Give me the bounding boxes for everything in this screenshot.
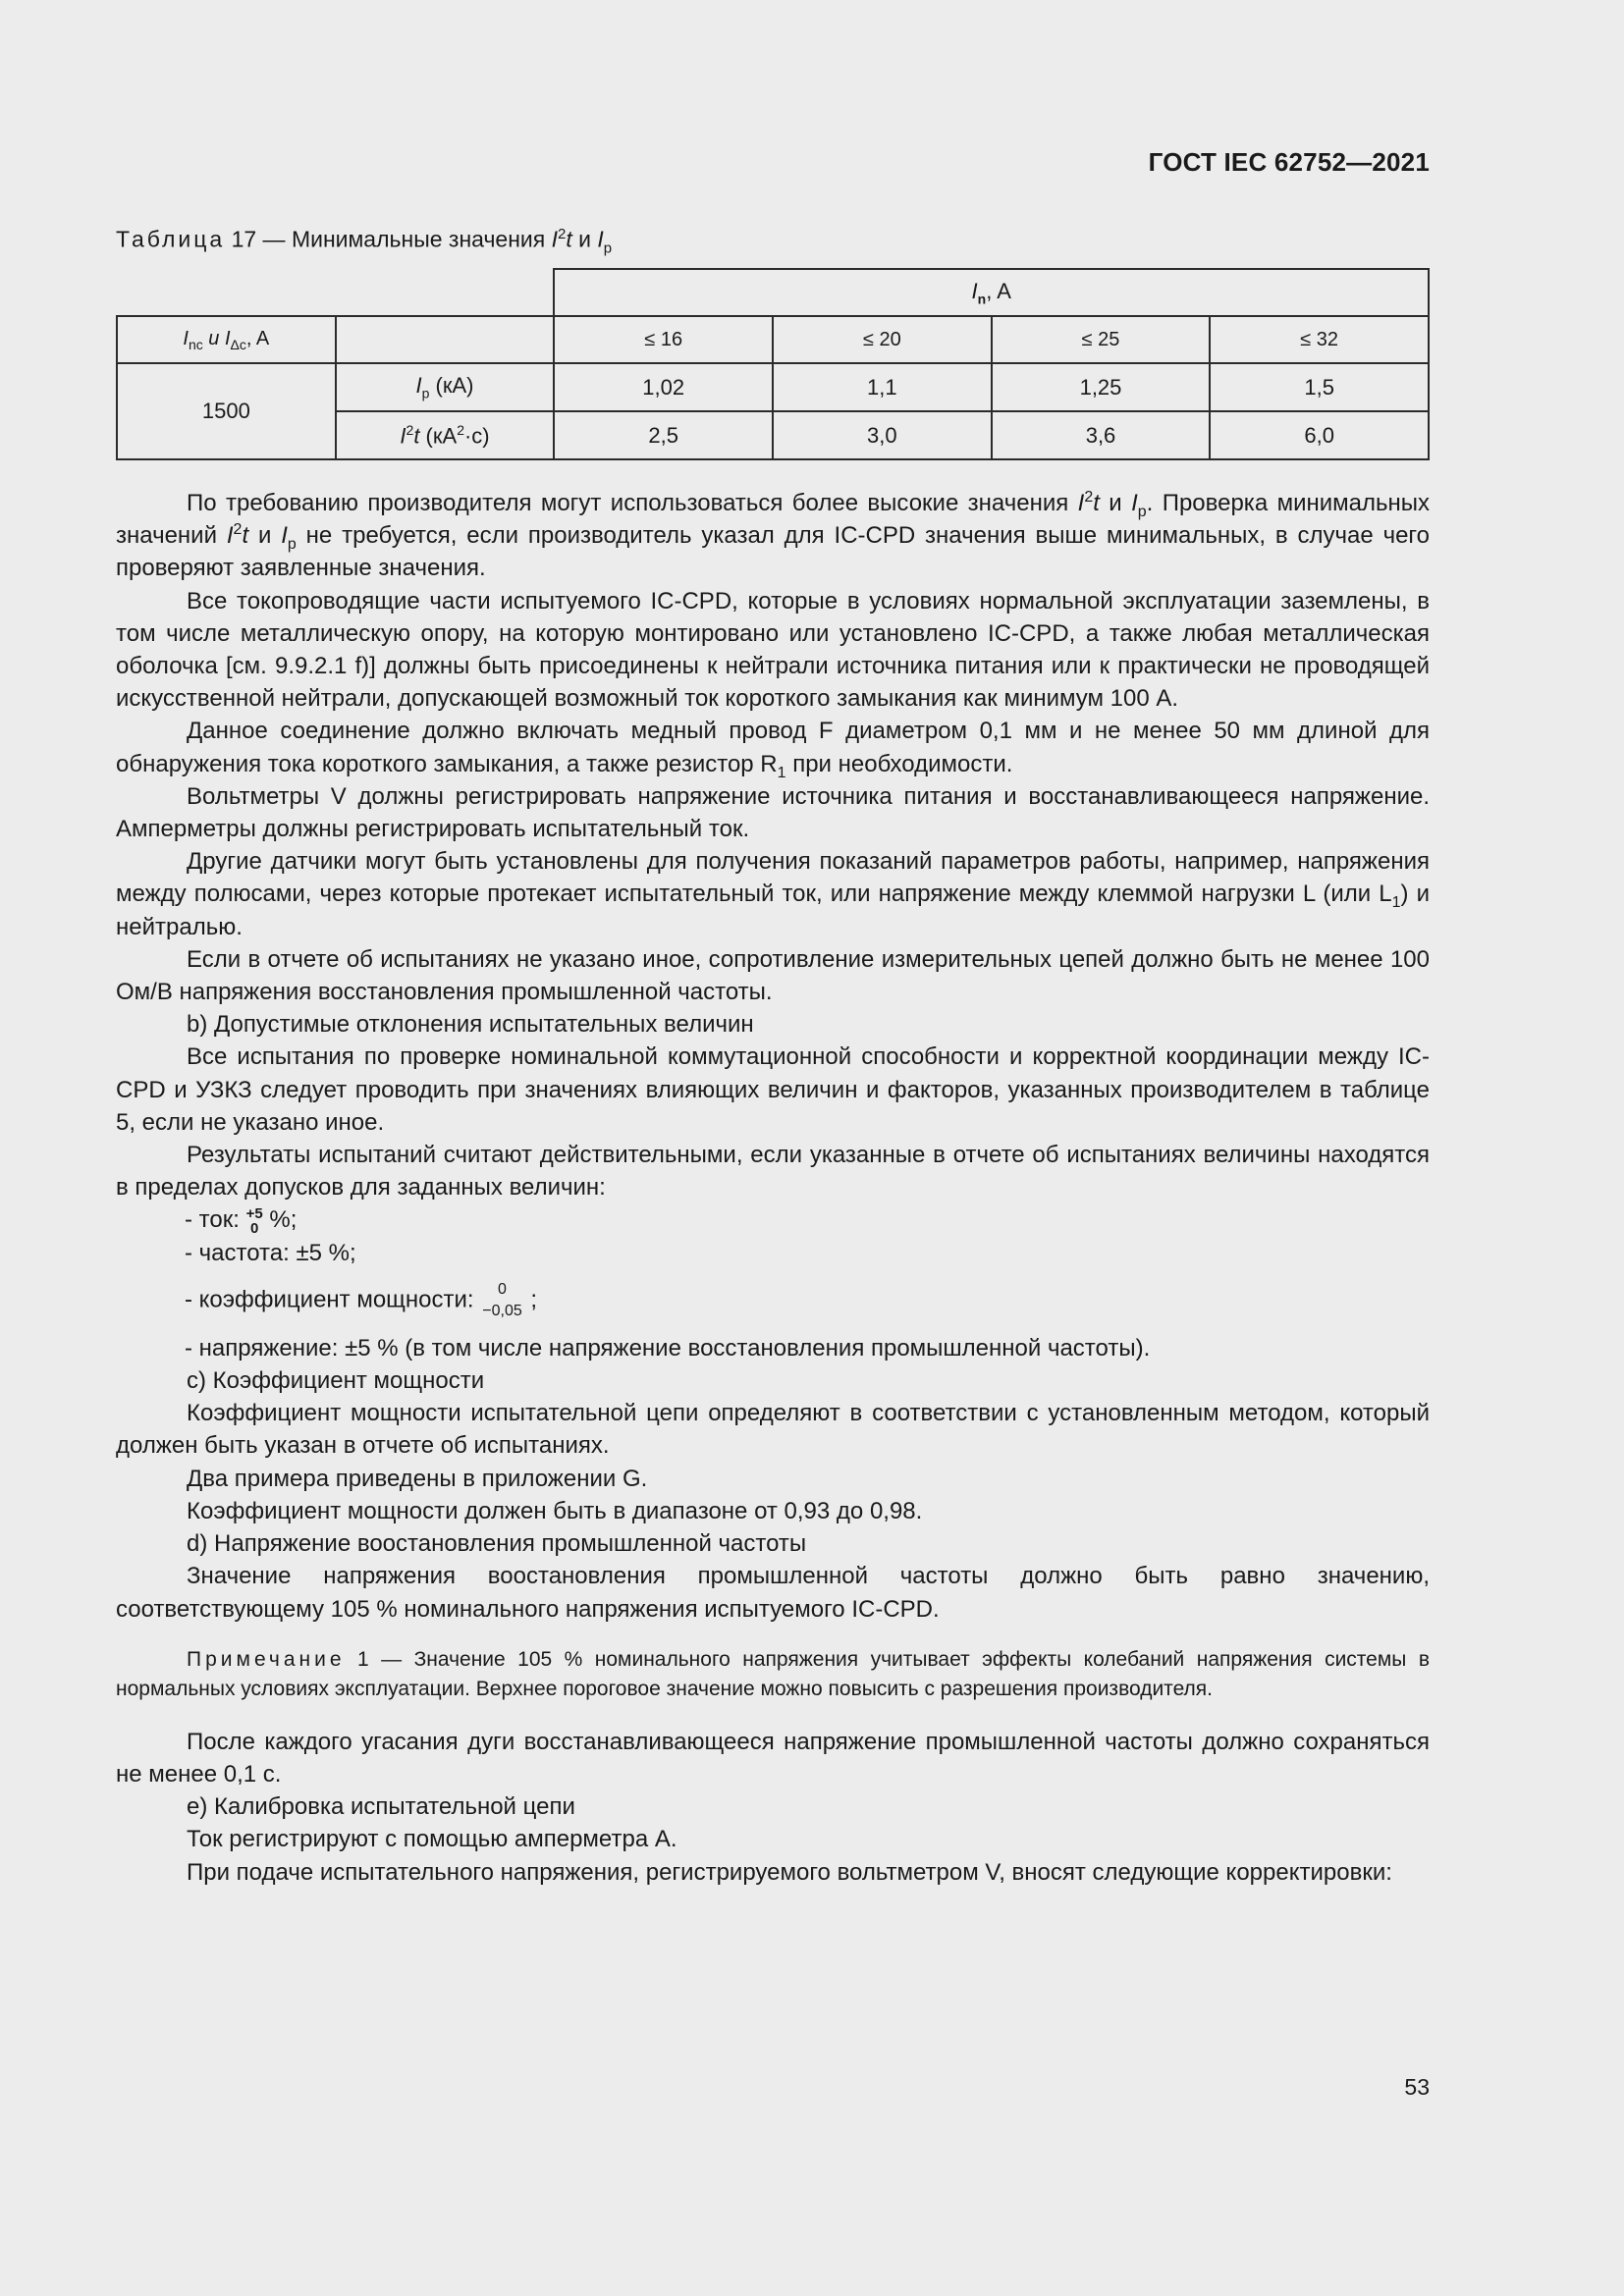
table-cell: 2,5	[554, 411, 773, 459]
text-run: Данное соединение должно включать медный провод F диаметром 0,1 мм и не менее 50 мм длиной для обнаружения тока короткого замыкания, а также резистор R	[116, 718, 1430, 777]
table-caption	[116, 226, 612, 256]
table-cell: 1,02	[554, 363, 773, 411]
caption-i: I	[551, 226, 559, 252]
min-values-table	[116, 268, 1430, 460]
col-header: ≤ 32	[1210, 316, 1429, 363]
note-text: 1 — Значение 105 % номинального напряжения учитывает эффекты колебаний напряжения системы в нормальных условиях эксплуатации. Верхнее пороговое значение можно повысить с разрешения производителя.	[116, 1647, 1430, 1700]
caption-and: и	[571, 226, 598, 252]
paragraph: После каждого угасания дуги восстанавливающееся напряжение промышленной частоты должно сохраняться не менее 0,1 с.	[116, 1728, 1430, 1788]
section-heading: c) Коэффициент мощности	[187, 1367, 485, 1395]
list-item	[116, 1203, 1430, 1236]
text-run: Другие датчики могут быть установлены для получения показаний параметров работы, например, напряжения между полюсами, через которые протекает испытательный ток, или напряжение между клеммой нагрузки L (или L	[116, 848, 1430, 908]
paragraph: Результаты испытаний считают действительными, если указанные в отчете об испытаниях величины находятся в пределах допусков для заданных величин:	[116, 1142, 1430, 1201]
tolerance	[246, 1206, 263, 1236]
row-label-mid: и I	[202, 327, 231, 349]
text-run: - коэффициент мощности:	[185, 1286, 481, 1313]
text-run: I	[281, 522, 288, 550]
text-run: ;	[523, 1286, 538, 1313]
text-run: I	[1077, 490, 1085, 516]
table-cell: 3,0	[773, 411, 992, 459]
ip-label-unit: (кА)	[429, 373, 474, 399]
text-run: По требованию производителя могут использоваться более высокие значения	[187, 490, 1078, 516]
text-run: ) и нейтралью.	[116, 881, 1430, 940]
table-corner	[117, 269, 554, 316]
text-run: p	[1137, 503, 1147, 520]
table-cell: 1,5	[1210, 363, 1429, 411]
list-item	[116, 1279, 1430, 1322]
paragraph: Вольтметры V должны регистрировать напряжение источника питания и восстанавливающееся напряжение. Амперметры должны регистрировать испытательный ток.	[116, 782, 1430, 843]
text-run: I	[226, 522, 234, 550]
ip-label	[336, 363, 555, 411]
paragraph	[116, 845, 1430, 943]
row-label-sub2: Δc	[230, 336, 246, 352]
text-run: 1	[1391, 894, 1401, 912]
text-run: и	[248, 522, 282, 550]
row-label-i: I	[183, 327, 189, 349]
caption-ip-sub: p	[603, 240, 613, 257]
text-run: при необходимости.	[785, 750, 1013, 777]
empty-header-cell	[336, 316, 555, 363]
i2t-unit-sup: 2	[457, 421, 464, 438]
ip-label-sub: p	[421, 385, 430, 401]
list-item: - частота: ±5 %;	[185, 1239, 356, 1266]
i2t-label	[336, 411, 555, 459]
caption-t: t	[566, 226, 572, 252]
caption-ip: I	[597, 226, 604, 252]
paragraph: Если в отчете об испытаниях не указано иное, сопротивление измерительных цепей должно быть не менее 100 Ом/В напряжения восстановления промышленной частоты.	[116, 945, 1430, 1006]
tolerance-upper: 0	[498, 1280, 507, 1298]
paragraph: Коэффициент мощности должен быть в диапазоне от 0,93 до 0,98.	[187, 1497, 923, 1524]
text-run: t	[242, 522, 249, 550]
section-heading: e) Калибровка испытательной цепи	[187, 1793, 575, 1821]
document-body	[116, 487, 1430, 1889]
paragraph: При подаче испытательного напряжения, регистрируемого вольтметром V, вносят следующие корректировки:	[187, 1858, 1392, 1886]
text-run: и	[1099, 490, 1132, 516]
text-run: не требуется, если производитель указал для IC-CPD значения выше минимальных, в случае чего проверяют заявленные значения.	[116, 522, 1430, 582]
tolerance-lower: 0	[249, 1220, 259, 1238]
text-run: . Проверка минимальных значений	[116, 490, 1430, 550]
in-header-i: I	[971, 278, 978, 303]
table-cell: 3,6	[992, 411, 1211, 459]
i2t-label-t: t	[413, 423, 420, 449]
tolerance-lower: −0,05	[482, 1302, 522, 1319]
tolerance-upper: +5	[245, 1205, 263, 1223]
table-cell: 1,1	[773, 363, 992, 411]
table-subheader-row	[117, 316, 1429, 363]
list-item: - напряжение: ±5 % (в том числе напряжение восстановления промышленной частоты).	[185, 1334, 1151, 1362]
row-label-unit: , A	[245, 327, 270, 349]
col-header: ≤ 16	[554, 316, 773, 363]
in-header	[554, 269, 1429, 316]
text-run: 2	[1084, 489, 1094, 506]
text-run: 1	[777, 764, 786, 781]
text-run: 2	[233, 521, 243, 539]
document-header: ГОСТ IEC 62752—2021	[1148, 147, 1430, 177]
paragraph: Все токопроводящие части испытуемого IC-CPD, которые в условиях нормальной эксплуатации заземлены, в том числе металлическую опору, на которую монтировано или установлено IC-CPD, а также любая металлическая оболочка [см. 9.9.2.1 f)] должны быть присоединены к нейтрали источника питания или к практически не проводящей искусственной нейтрали, допускающей возможный ток короткого замыкания как минимум 100 А.	[116, 587, 1430, 713]
section-heading: d) Напряжение воостановления промышленной частоты	[187, 1530, 807, 1558]
table-row-ip	[117, 363, 1429, 411]
i2t-label-i: I	[400, 423, 406, 449]
caption-text: 17 — Минимальные значения	[225, 226, 552, 252]
row-label-header	[117, 316, 336, 363]
paragraph: Значение напряжения воостановления промышленной частоты должно быть равно значению, соответствующему 105 % номинального напряжения испытуемого IC-CPD.	[116, 1563, 1430, 1623]
text-run: p	[287, 536, 297, 553]
text-run: %;	[262, 1206, 298, 1234]
paragraph	[116, 487, 1430, 585]
text-run: - ток:	[185, 1206, 246, 1234]
text-run: t	[1093, 490, 1100, 516]
table-header-row	[117, 269, 1429, 316]
tolerance	[482, 1279, 521, 1322]
i2t-unit-post: ·с)	[463, 423, 490, 449]
paragraph: Два примера приведены в приложении G.	[187, 1465, 648, 1492]
section-heading: b) Допустимые отклонения испытательных величин	[187, 1011, 754, 1039]
col-header: ≤ 25	[992, 316, 1211, 363]
caption-sup: 2	[558, 226, 567, 242]
paragraph: Все испытания по проверке номинальной коммутационной способности и корректной координации между IC-CPD и УЗКЗ следует проводить при значениях влияющих величин и факторов, указанных производителем в таблице 5, если не указано иное.	[116, 1043, 1430, 1136]
caption-word: Таблица	[116, 226, 226, 252]
ip-label-i: I	[415, 373, 422, 399]
col-header: ≤ 20	[773, 316, 992, 363]
i2t-label-sup: 2	[406, 421, 414, 438]
row-label-sub1: nc	[188, 336, 203, 352]
in-header-sub: n	[977, 291, 987, 307]
text-run: I	[1131, 490, 1138, 516]
note-word: Примечание	[187, 1647, 346, 1671]
paragraph	[116, 715, 1430, 779]
in-header-unit: , A	[986, 278, 1011, 303]
paragraph: Ток регистрируют с помощью амперметра A.	[187, 1826, 677, 1853]
table-cell: 6,0	[1210, 411, 1429, 459]
note	[116, 1645, 1430, 1704]
current-value-cell: 1500	[117, 363, 336, 459]
page-number: 53	[1404, 2074, 1430, 2100]
table-cell: 1,25	[992, 363, 1211, 411]
i2t-unit-pre: (кА	[419, 423, 458, 449]
paragraph: Коэффициент мощности испытательной цепи определяют в соответствии с установленным методом, который должен быть указан в отчете об испытаниях.	[116, 1400, 1430, 1460]
